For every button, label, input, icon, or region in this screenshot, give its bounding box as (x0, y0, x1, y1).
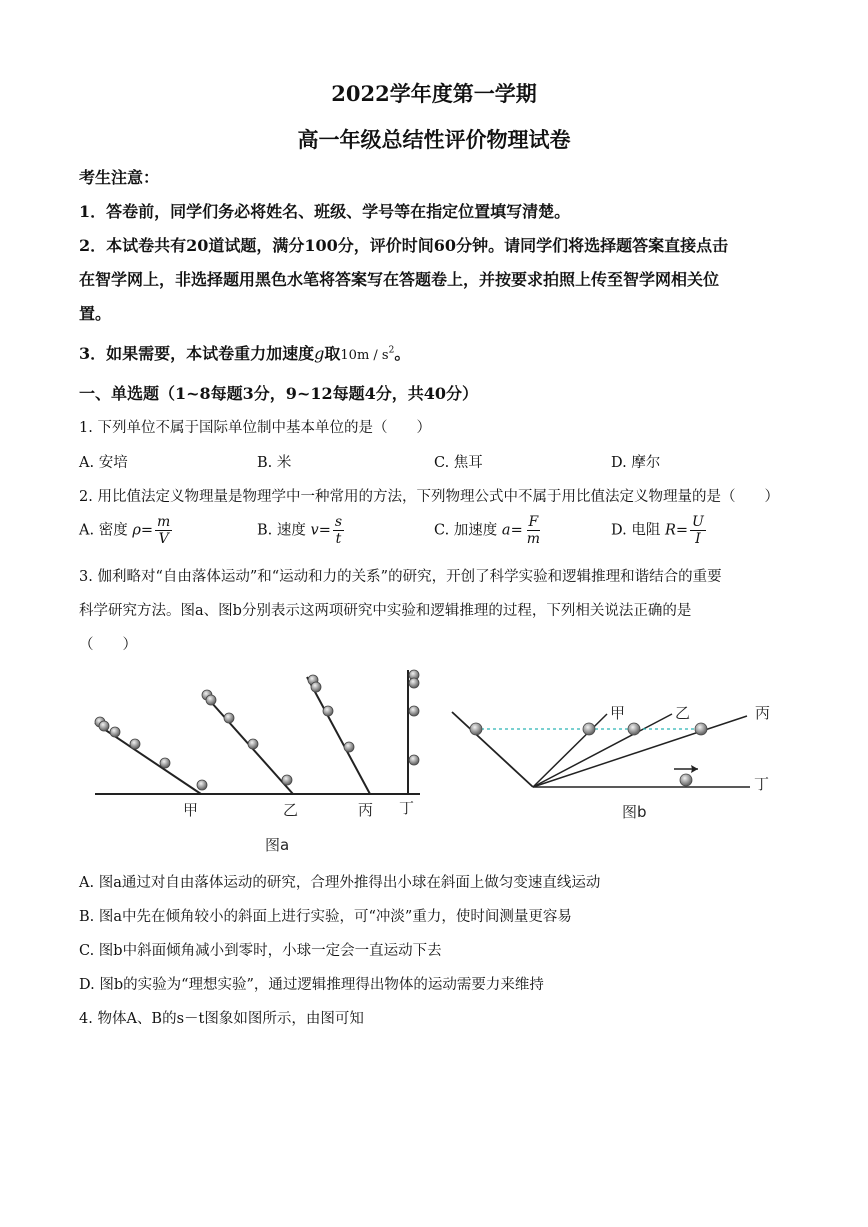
formula-variable: a (501, 522, 511, 539)
fig-b-caption: 图b (622, 803, 647, 821)
incline-bing (307, 677, 370, 794)
gravity-value: 10m / s (340, 348, 389, 363)
fig-a-label-ding: 丁 (399, 799, 415, 817)
option-label: C. 加速度 (434, 522, 498, 539)
gravity-exponent: 2 (388, 345, 395, 356)
fraction-denominator: t (335, 531, 342, 547)
incline-yi (533, 714, 672, 787)
notice-heading: 考生注意： (79, 168, 160, 187)
incline-jia (533, 714, 607, 787)
exam-year-title: 2022学年度第一学期 (331, 81, 537, 106)
notice-item-1: 1．答卷前，同学们务必将姓名、班级、学号等在指定位置填写清楚。 (79, 202, 571, 221)
notice-item-3-mid: 取 (324, 344, 341, 363)
question-2-option-b (257, 514, 344, 547)
balls-jia (95, 717, 207, 790)
notice-item-3-prefix: 3．如果需要，本试卷重力加速度 (79, 344, 315, 363)
fraction-numerator: s (334, 514, 343, 530)
exam-title: 高一年级总结性评价物理试卷 (297, 127, 571, 152)
section-heading: 一、单选题（1~8每题3分，9~12每题4分，共40分） (79, 384, 479, 403)
formula-variable: v (310, 522, 319, 539)
balls-yi (202, 690, 292, 785)
formula-fraction (525, 514, 542, 547)
fraction-numerator: U (692, 514, 704, 530)
formula-fraction (333, 514, 344, 547)
question-3-stem-line-1: 3. 伽利略对“自由落体运动”和“运动和力的关系”的研究，开创了科学实验和逻辑推理和谐结合的重要 (79, 569, 722, 585)
question-2-option-c (434, 514, 542, 547)
figure-b (450, 690, 790, 830)
notice-item-3 (79, 341, 410, 364)
fig-a-label-yi: 乙 (283, 801, 299, 819)
formula-equals: = (675, 522, 689, 539)
left-incline (452, 712, 533, 787)
fig-b-label-jia: 甲 (610, 704, 626, 722)
question-2-option-a (79, 514, 172, 547)
fraction-denominator: I (695, 531, 701, 547)
question-1-stem: 1. 下列单位不属于国际单位制中基本单位的是（ ） (79, 420, 431, 436)
notice-item-2-line-3: 置。 (79, 304, 112, 323)
question-3-option-d: D. 图b的实验为“理想实验”，通过逻辑推理得出物体的运动需要力来维持 (79, 977, 544, 993)
fig-a-label-bing: 丙 (358, 801, 374, 819)
formula-equals: = (318, 522, 331, 539)
formula-equals: = (140, 522, 153, 539)
incline-bing (533, 716, 747, 787)
formula-equals: = (510, 522, 523, 539)
question-1-option-a: A. 安培 (79, 455, 128, 471)
gravity-symbol: g (314, 344, 325, 363)
fig-b-label-ding: 丁 (754, 775, 770, 793)
figure-a (85, 665, 430, 860)
question-3-option-a: A. 图a通过对自由落体运动的研究，合理外推得出小球在斜面上做匀变速直线运动 (79, 875, 601, 891)
notice-item-3-end: 。 (394, 344, 411, 363)
question-4-stem: 4. 物体A、B的s－t图象如图所示，由图可知 (79, 1011, 364, 1027)
fraction-numerator: m (157, 514, 171, 530)
fraction-denominator: m (526, 531, 540, 547)
balls-bing (308, 675, 354, 752)
notice-item-2-line-2: 在智学网上，非选择题用黑色水笔将答案写在答题卷上，并按要求拍照上传至智学网相关位 (79, 270, 720, 289)
question-3-stem-line-3: （ ） (79, 637, 137, 653)
question-3-stem-line-2: 科学研究方法。图a、图b分别表示这两项研究中实验和逻辑推理的过程，下列相关说法正确的是 (79, 603, 692, 619)
question-2-stem: 2. 用比值法定义物理量是物理学中一种常用的方法，下列物理公式中不属于用比值法定义物理量的是（ ） (79, 489, 779, 505)
fig-a-label-jia: 甲 (183, 801, 199, 819)
option-label: D. 电阻 (611, 522, 661, 539)
motion-arrow-icon (674, 765, 698, 773)
question-1-option-c: C. 焦耳 (434, 455, 483, 471)
option-label: B. 速度 (257, 522, 306, 539)
balls-b (470, 723, 707, 786)
question-1-option-b: B. 米 (257, 455, 292, 471)
fraction-numerator: F (528, 514, 539, 530)
formula-variable: ρ (132, 522, 141, 539)
question-1-option-d: D. 摩尔 (611, 455, 661, 471)
fig-a-caption: 图a (265, 836, 290, 854)
balls-ding (409, 670, 419, 765)
question-2-option-d (611, 514, 706, 547)
question-3-option-b: B. 图a中先在倾角较小的斜面上进行实验，可“冲淡”重力，使时间测量更容易 (79, 909, 572, 925)
formula-variable: R (664, 522, 676, 539)
fig-b-label-bing: 丙 (755, 704, 771, 722)
question-3-option-c: C. 图b中斜面倾角减小到零时，小球一定会一直运动下去 (79, 943, 442, 959)
fig-b-label-yi: 乙 (675, 704, 691, 722)
formula-fraction (690, 514, 706, 547)
option-label: A. 密度 (79, 522, 128, 539)
formula-fraction (155, 514, 172, 547)
fraction-denominator: V (158, 531, 169, 547)
notice-item-2-line-1: 2．本试卷共有20道试题，满分100分，评价时间60分钟。请同学们将选择题答案直接点击 (79, 236, 729, 255)
